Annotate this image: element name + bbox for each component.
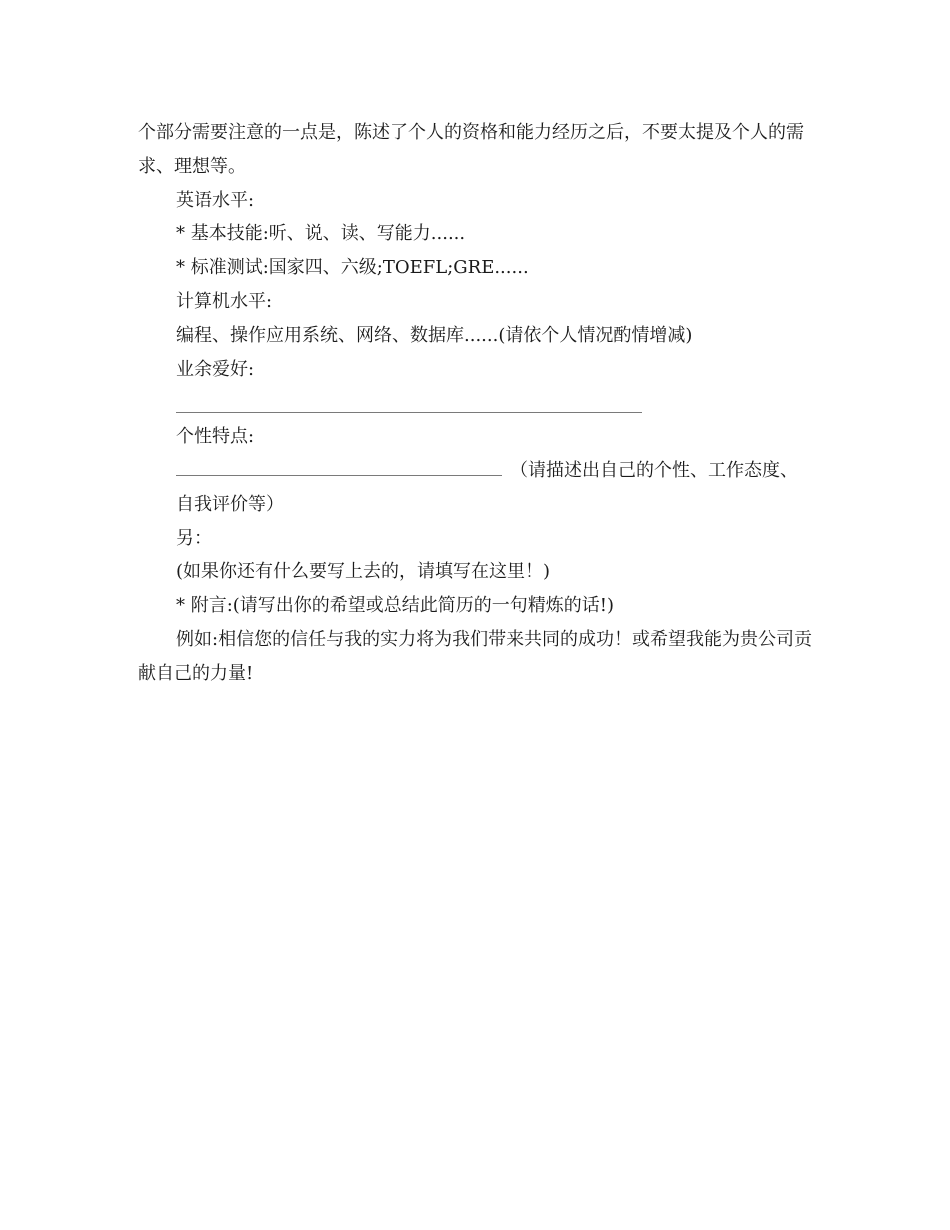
example-paragraph: 例如:相信您的信任与我的实力将为我们带来共同的成功！或希望我能为贵公司贡献自己的力量! [138, 628, 813, 684]
other-note: (如果你还有什么要写上去的，请填写在这里！) [176, 561, 551, 583]
personality-paragraph [138, 454, 814, 522]
postscript-item: * 附言:(请写出你的希望或总结此简历的一句精炼的话!) [176, 595, 615, 617]
computer-skills-description: 编程、操作应用系统、网络、数据库......(请依个人情况酌情增减) [176, 324, 693, 346]
document-body [138, 116, 814, 691]
other-heading: 另： [176, 527, 212, 549]
hobbies-heading: 业余爱好: [176, 358, 255, 380]
computer-level-heading: 计算机水平: [176, 290, 273, 312]
hobbies-fill-line [138, 386, 814, 420]
english-level-heading: 英语水平: [176, 189, 255, 211]
hobbies-blank [176, 392, 642, 413]
personality-note: （请描述出自己的个性、工作态度、自我评价等） [176, 459, 798, 515]
intro-paragraph: 个部分需要注意的一点是，陈述了个人的资格和能力经历之后，不要太提及个人的需求、理想等。 [138, 122, 804, 177]
personality-blank [176, 455, 502, 476]
english-basic-skills-item: * 基本技能:听、说、读、写能力...... [176, 223, 466, 245]
personality-heading: 个性特点: [176, 426, 255, 448]
english-standard-tests-item: * 标准测试:国家四、六级;TOEFL;GRE...... [176, 257, 529, 279]
